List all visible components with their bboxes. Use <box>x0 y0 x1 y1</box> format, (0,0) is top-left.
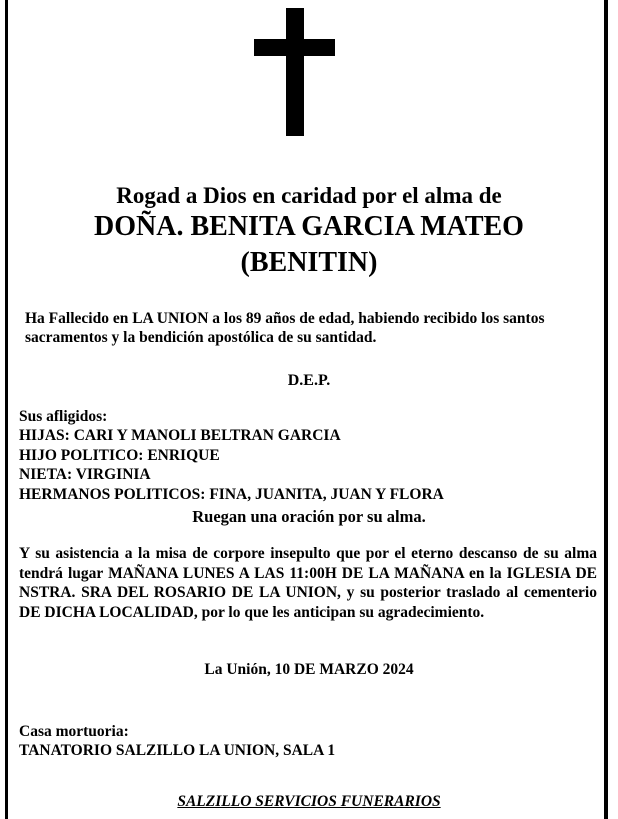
family-heading: Sus afligidos: <box>19 408 108 425</box>
deceased-nickname: (BENITIN) <box>240 247 378 278</box>
deceased-name: DOÑA. BENITA GARCIA MATEO <box>94 211 524 242</box>
death-announcement: Ha Fallecido en LA UNION a los 89 años de edad, habiendo recibido los santos sacramentos y la bendición apostólica de su santidad. <box>25 310 545 346</box>
family-siblings-in-law: HERMANOS POLITICOS: FINA, JUANITA, JUAN Y FLORA <box>19 486 444 503</box>
family-granddaughter: NIETA: VIRGINIA <box>19 466 151 483</box>
mass-details: Y su asistencia a la misa de corpore insepulto que por el eterno descanso de su alma tendrá lugar MAÑANA LUNES A LAS 11:00H DE LA MAÑANA en la IGLESIA DE NSTRA. SRA DEL ROSARIO DE LA UNION, y su posterior traslado al cementerio DE DICHA LOCALIDAD, por lo que les anticipan su agradecimiento. <box>19 545 597 621</box>
prayer-request: Ruegan una oración por su alma. <box>192 507 426 526</box>
dep-label: D.E.P. <box>287 372 331 389</box>
mortuary-place: TANATORIO SALZILLO LA UNION, SALA 1 <box>19 742 336 759</box>
heading-line: Rogad a Dios en caridad por el alma de <box>116 183 502 208</box>
mortuary-label: Casa mortuoria: <box>19 723 129 740</box>
funeral-home-name: SALZILLO SERVICIOS FUNERARIOS <box>177 793 441 810</box>
cross-vertical-bar <box>286 8 304 136</box>
cross-horizontal-bar <box>254 39 335 56</box>
family-son-in-law: HIJO POLITICO: ENRIQUE <box>19 447 220 464</box>
left-border <box>5 0 8 819</box>
right-border <box>604 0 608 819</box>
family-daughters: HIJAS: CARI Y MANOLI BELTRAN GARCIA <box>19 427 341 444</box>
date-line: La Unión, 10 DE MARZO 2024 <box>204 661 414 678</box>
